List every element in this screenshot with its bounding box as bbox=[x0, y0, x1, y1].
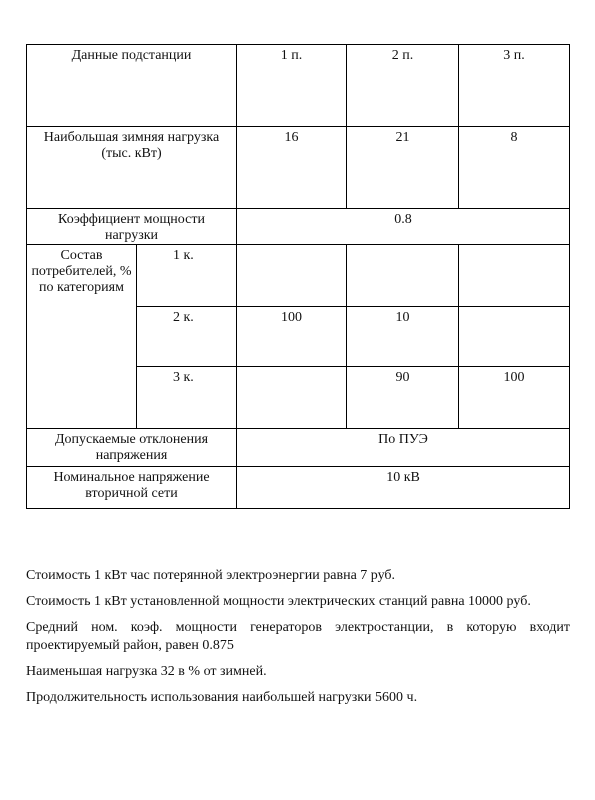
winter-load-2: 21 bbox=[347, 127, 459, 209]
note-minimum-load: Наименьшая нагрузка 32 в % от зимней. bbox=[26, 664, 267, 679]
header-label: Данные подстанции bbox=[27, 45, 237, 127]
cat1-value-3 bbox=[459, 245, 570, 307]
voltage-deviation-value: По ПУЭ bbox=[237, 429, 570, 467]
cat2-value-3 bbox=[459, 307, 570, 367]
header-col-3: 3 п. bbox=[459, 45, 570, 127]
nominal-voltage-value: 10 кВ bbox=[237, 467, 570, 509]
cat2-value-2: 10 bbox=[347, 307, 459, 367]
category-3: 3 к. bbox=[137, 367, 237, 429]
header-col-1: 1 п. bbox=[237, 45, 347, 127]
power-factor-label: Коэффициент мощности нагрузки bbox=[27, 209, 237, 245]
category-2: 2 к. bbox=[137, 307, 237, 367]
cat2-value-1: 100 bbox=[237, 307, 347, 367]
cat3-value-2: 90 bbox=[347, 367, 459, 429]
note-installed-power-cost: Стоимость 1 кВт установленной мощности электрических станций равна 10000 руб. bbox=[26, 594, 531, 609]
cat1-value-2 bbox=[347, 245, 459, 307]
cat3-value-3: 100 bbox=[459, 367, 570, 429]
header-col-2: 2 п. bbox=[347, 45, 459, 127]
consumers-label: Состав потребителей, % по категориям bbox=[27, 245, 137, 429]
note-generator-power-factor: Средний ном. коэф. мощности генераторов электростанции, в которую входит проектируемый район, равен 0.875 bbox=[26, 620, 570, 653]
cat1-value-1 bbox=[237, 245, 347, 307]
winter-load-label: Наибольшая зимняя нагрузка (тыс. кВт) bbox=[27, 127, 237, 209]
cat3-value-1 bbox=[237, 367, 347, 429]
substation-data-table bbox=[26, 44, 570, 509]
voltage-deviation-label: Допускаемые отклонения напряжения bbox=[27, 429, 237, 467]
notes-section bbox=[26, 567, 570, 715]
note-peak-load-duration: Продолжительность использования наибольшей нагрузки 5600 ч. bbox=[26, 690, 418, 705]
note-energy-loss-cost: Стоимость 1 кВт час потерянной электроэнергии равна 7 руб. bbox=[26, 568, 396, 583]
winter-load-3: 8 bbox=[459, 127, 570, 209]
power-factor-value: 0.8 bbox=[237, 209, 570, 245]
category-1: 1 к. bbox=[137, 245, 237, 307]
nominal-voltage-label: Номинальное напряжение вторичной сети bbox=[27, 467, 237, 509]
winter-load-1: 16 bbox=[237, 127, 347, 209]
